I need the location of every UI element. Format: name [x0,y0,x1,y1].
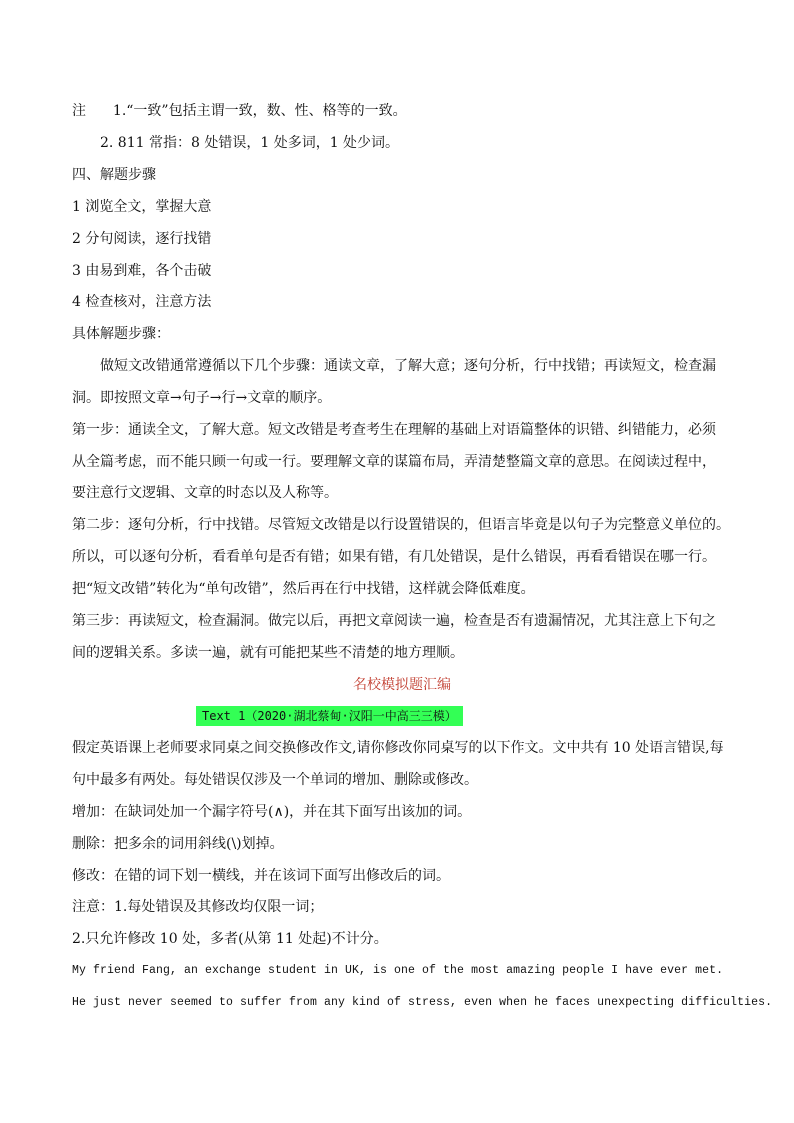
section-title: 四、解题步骤 [72,167,156,183]
passage-line: He just never seemed to suffer from any kind of stress, even when he faces unexpecting difficulties. [72,996,773,1009]
note-1 [72,101,407,121]
passage-line: My friend Fang, an exchange student in UK, is one of the most amazing people I have ever met. [72,964,724,977]
note-line-2: 2.只允许修改 10 处，多者(从第 11 处起)不计分。 [72,931,388,947]
step1-line: 第一步：通读全文，了解大意。短文改错是考查考生在理解的基础上对语篇整体的识错、纠错能力，必须 [72,422,716,438]
model-heading: 名校模拟题汇编 [353,677,451,693]
modify-rule: 修改：在错的词下划一横线，并在该词下面写出修改后的词。 [72,868,450,884]
step2-line: 所以，可以逐句分析，看看单句是否有错；如果有错，有几处错误，是什么错误，再看看错误在哪一行。 [72,549,716,565]
note-label: 注 [72,103,86,119]
note-item-1: 1.“一致”包括主谓一致，数、性、格等的一致。 [112,103,407,119]
detailed-intro-line: 洞。即按照文章→句子→行→文章的顺序。 [72,390,332,406]
step-1: 1 浏览全文，掌握大意 [72,199,212,215]
step1-line: 要注意行文逻辑、文章的时态以及人称等。 [72,485,338,501]
instruction-line: 句中最多有两处。每处错误仅涉及一个单词的增加、删除或修改。 [72,772,478,788]
instruction-line: 假定英语课上老师要求同桌之间交换修改作文,请你修改你同桌写的以下作文。文中共有 10 处语言错误,每 [72,740,724,756]
step2-line: 第二步：逐句分析，行中找错。尽管短文改错是以行设置错误的，但语言毕竟是以句子为完整意义单位的。 [72,517,730,533]
step-3: 3 由易到难，各个击破 [72,263,212,279]
delete-rule: 删除：把多余的词用斜线(\)划掉。 [72,836,284,852]
step1-line: 从全篇考虑，而不能只顾一句或一行。要理解文章的谋篇布局，弄清楚整篇文章的意思。在阅读过程中， [72,454,716,470]
detailed-title: 具体解题步骤： [72,326,170,342]
step3-line: 第三步：再读短文，检查漏洞。做完以后，再把文章阅读一遍，检查是否有遗漏情况，尤其注意上下句之 [72,613,716,629]
add-rule: 增加：在缺词处加一个漏字符号(∧)，并在其下面写出该加的词。 [72,804,472,820]
note-item-2: 2. 811 常指：8 处错误，1 处多词，1 处少词。 [100,135,400,151]
detailed-intro-line: 做短文改错通常遵循以下几个步骤：通读文章，了解大意；逐句分析，行中找错；再读短文，检查漏 [100,358,716,374]
step-4: 4 检查核对，注意方法 [72,294,212,310]
step-2: 2 分句阅读，逐行找错 [72,231,212,247]
step2-line: 把“短文改错”转化为“单句改错”，然后再在行中找错，这样就会降低难度。 [72,581,535,597]
note-line-1: 注意：1.每处错误及其修改均仅限一词； [72,899,324,915]
step3-line: 间的逻辑关系。多读一遍，就有可能把某些不清楚的地方理顺。 [72,645,464,661]
text-badge: Text 1（2020·湖北蔡甸·汉阳一中高三三模） [196,706,463,726]
